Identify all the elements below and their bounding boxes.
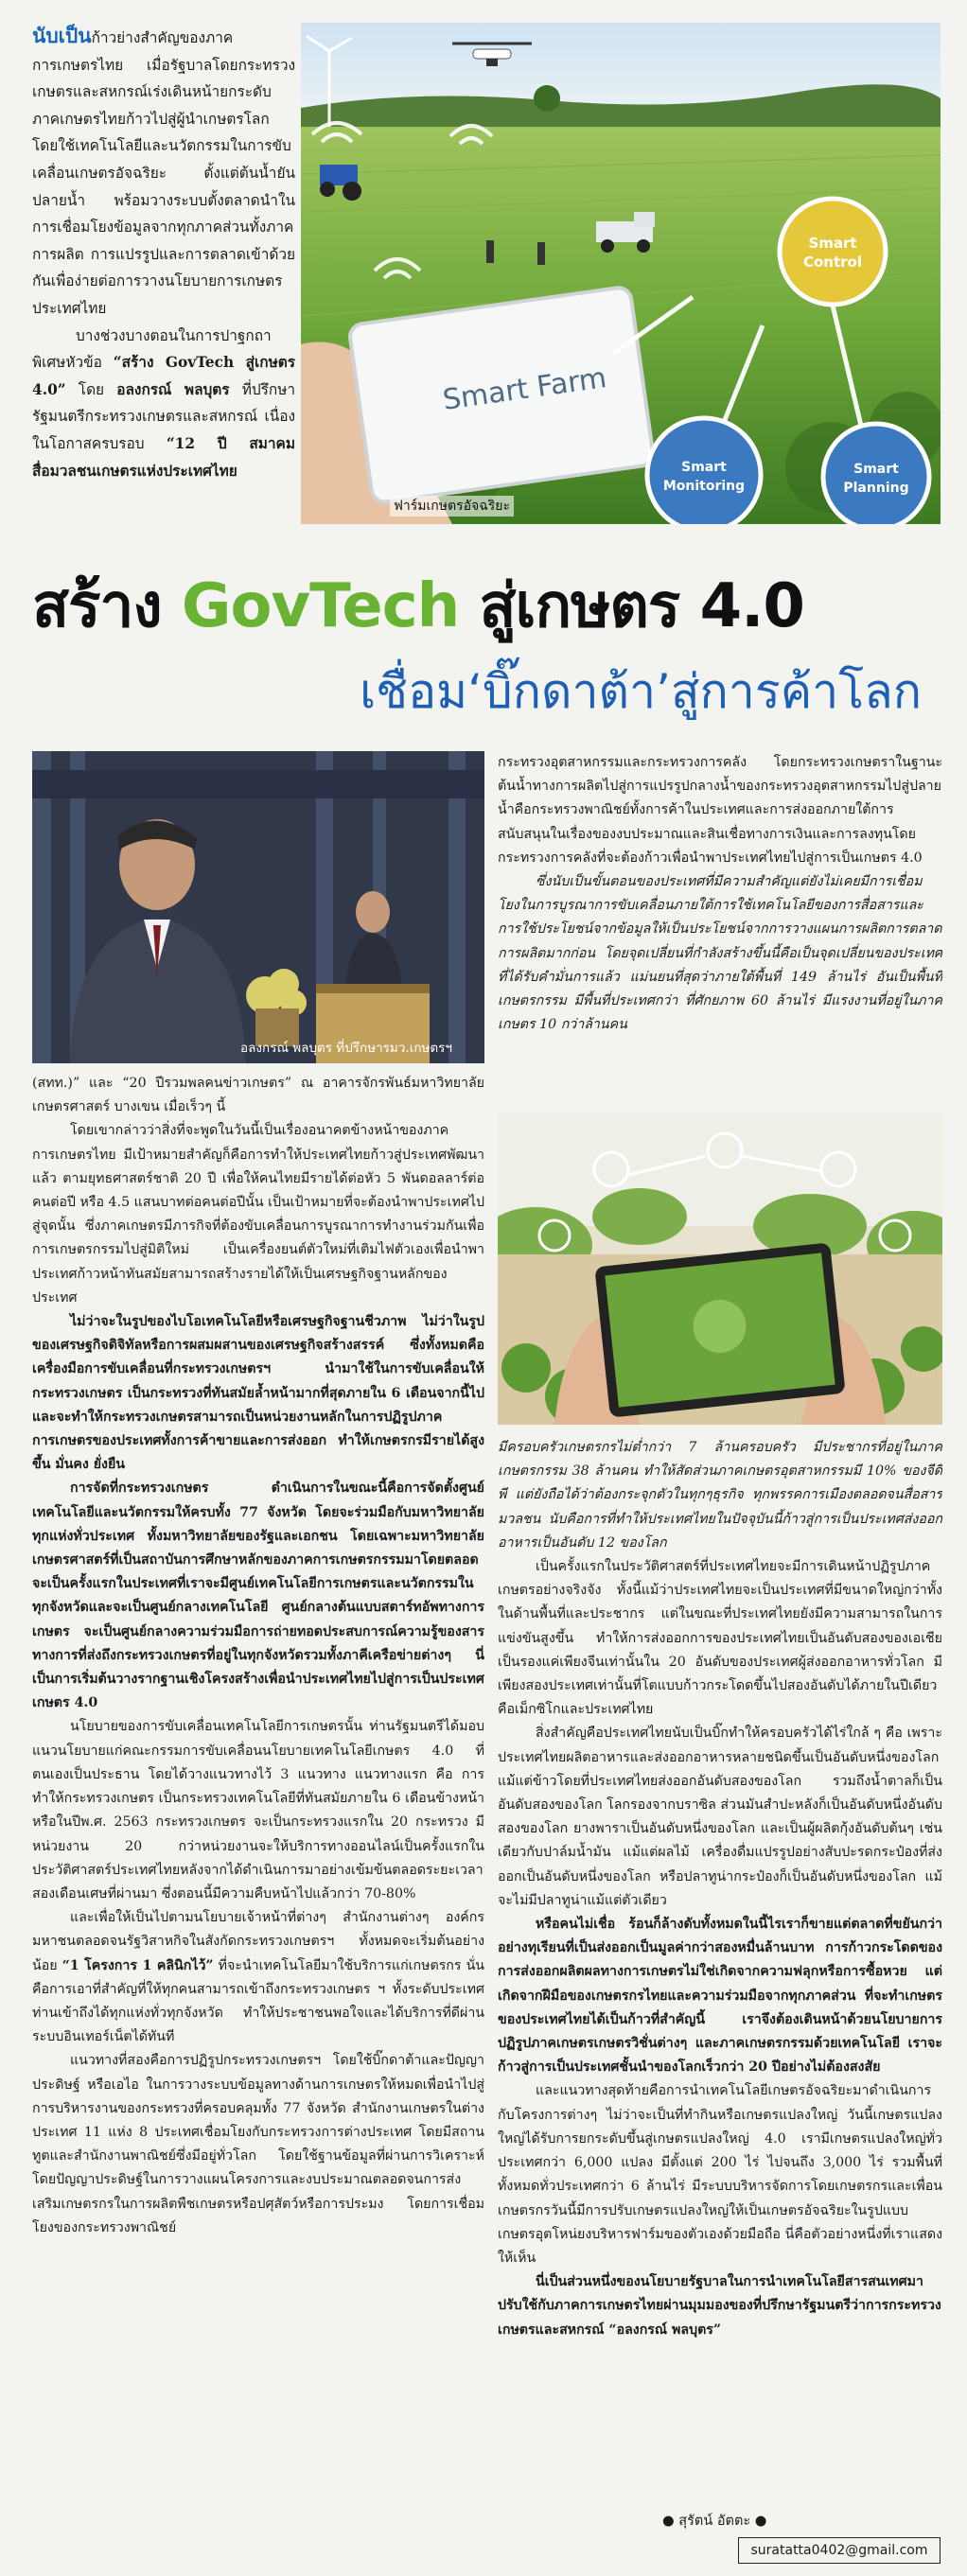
bold-text: การจัดที่กระทรวงเกษตร ดำเนินการในขณะนี้คือการจัดตั้งศูนย์เทคโนโลยีและนวัตกรรมให้ครบทั้ง 77 จังหวัด โดยจะร่วมมือกับมหาวิทยาลัยทุกแห่งทั่วประเทศ ทั้งมหาวิทยาลัยของรัฐและเอกชน โดยเฉพาะมหาวิทยาลัยเกษตรศาสตร์ที่เป็นสถาบันการศึกษาหลักของภาคการเกษตรกรรมมาโดยตลอด จะเป็นครั้งแรกในประเทศที่เราจะมีศูนย์เทคโนโลยีการเกษตรและนวัตกรรมในทุกจังหวัดและจะเป็นศูนย์กลางเทคโนโลยี ศูนย์กลางต้นแบบสตาร์ทอัพทางการเกษตร จะเป็นศูนย์กลางความร่วมมือการถ่ายทอดประสบการณ์ความรู้ของสารทางการที่ส่งถึงกระทรวงเกษตรที่อยู่ในทุกจังหวัดรวมทั้งภาคีเครือข่ายต่างๆ นี่เป็นการเริ่มต้นวางรากฐานเชิงโครงสร้างเพื่อนำประเทศไทยไปสู่การเป็นประเทศเกษตร 4.0 [32,1481,484,1711]
subheadline: เชื่อม‘บิ๊กดาต้า’สู่การค้าโลก [360,664,922,719]
paragraph: และแนวทางสุดท้ายคือการนำเทคโนโลยีเกษตรอัจฉริยะมาดำเนินการกับโครงการต่างๆ ไม่ว่าจะเป็นที่ทำกินหรือเกษตรแปลงใหญ่ วันนี้เกษตรแปลงใหญ่ได้รับการยกระดับขึ้นสู่เกษตรแปลงใหญ่ 4.0 เรามีเกษตรแปลงใหญ่ทั่วประเทศกว่า 6,000 แปลง มีตั้งแต่ 200 ไร่ ไปจนถึง 3,000 ไร่ รวมพื้นที่ทั้งหมดทั่วประเทศกว่า 6 ล้านไร่ มีระบบบริหารจัดการโดยเกษตรกรและเพื่อนเกษตรกรวันนี้มีการปรับเกษตรแปลงใหญ่ให้เป็นเกษตรอัจฉริยะในรูปแบบเกษตรอุตโหน่ยงบริหารฟาร์มของตัวเองด้วยมือถือ นี่คือตัวอย่างหนึ่งที่เราแสดงให้เห็น [498,2083,942,2266]
tablet-photo-illustration [498,1113,942,1425]
bold-text: ไม่ว่าจะในรูปของไบโอเทคโนโลยีหรือเศรษฐกิจฐานชีวภาพ ไม่ว่าในรูปของเศรษฐกิจดิจิทัลหรือการผสมผสานของเศรษฐกิจสร้างสรรค์ ซึ่งทั้งหมดคือเครื่องมือการขับเคลื่อนที่กระทรวงเกษตรฯ นำมาใช้ในการขับเคลื่อนให้กระทรวงเกษตร เป็นกระทรวงที่ทันสมัยล้ำหน้ามากที่สุดภายใน 6 เดือนจากนี้ไปและจะทำให้กระทรวงเกษตรสามารถเป็นหน่วยงานหลักในการปฏิรูปภาคการเกษตรของประเทศทั้งการค้าขายและการส่งออก ทำให้เกษตรกรมีรายได้สูงขึ้น มั่นคง ยั่งยืน [32,1314,484,1473]
headline [32,564,941,649]
speaker-name: อลงกรณ์ พลบุตร [116,380,230,398]
farm-image-caption: ฟาร์มเกษตรอัจฉริยะ [390,496,514,517]
intro-paragraph-1 [32,23,295,323]
paragraph: นโยบายของการขับเคลื่อนเทคโนโลยีการเกษตรนั้น ท่านรัฐมนตรีได้มอบแนวนโยบายแก่คณะกรรมการขับเคลื่อนนโยบายเทคโนโลยีเกษตร 4.0 ที่ตนเองเป็นประธาน โดยได้วางแนวทางไว้ 3 แนวทาง แนวทางแรก คือ การทำให้กระทรวงเกษตร เป็นกระทรวงเทคโนโลยีที่ทันสมัยภายใน 6 เดือนข้างหน้าหรือในปีพ.ศ. 2563 กระทรวงเกษตร จะเป็นกระทรวงแรกใน 20 กระทรวง มีหน่วยงาน 20 กว่าหน่วยงานจะให้บริการทางออนไลน์เป็นครั้งแรกในประวัติศาสตร์ประเทศไทยหลังจากได้ดำเนินการมาอย่างเข้มข้นตลอดระยะเวลาสองเดือนเศษที่ผ่านมา ซึ่งตอนนี้มีความคืบหน้าไปแล้วกว่า 70-80% [32,1719,484,1901]
svg-text:Monitoring: Monitoring [662,479,746,494]
bold-text: หรือคนไม่เชื่อ ร้อนก็ล้างดับทั้งหมดในนี้ไรเราก็ขายแต่ตลาดที่ขยันกว่า อย่างทุเรียนที่เป็นส่งออกเป็นมูลค่ากว่าสองหมื่นล้านบาท การก้าวกระโดดของการส่งออกผลิตผลทางการเกษตรไม่ใช่เกิดจากความฟลุกหรือการซื้อหวย แต่เกิดจากฝีมือของเกษตรกรไทยและความร่วมมือจากทุกภาคส่วน ที่จะทำเกษตรของประเทศไทยได้เป็นก้าวที่สำคัญนี้ เราจึงต้องเดินหน้าด้วยนโยบายการปฏิรูปภาคเกษตรเกษตรวิชั่นต่างๆ และภาคเกษตรกรรมด้วยเทคโนโลยี เราจะก้าวสู่การเป็นประเทศชั้นนำของโลกเร็วกว่า 20 ปีอย่างไม่ต้องสงสัย [498,1917,942,2076]
smart-farm-image [301,23,941,524]
bold-text: นี่เป็นส่วนหนึ่งของนโยบายรัฐบาลในการนำเทคโนโลยีสารสนเทศมาปรับใช้กับภาคการเกษตรไทยผ่านมุมมองของที่ปรึกษารัฐมนตรีว่าการกระทรวงเกษตรและสหกรณ์ “อลงกรณ์ พลบุตร” [498,2274,941,2338]
paragraph: กระทรวงอุตสาหกรรมและกระทรวงการคลัง โดยกระทรวงเกษตราในฐานะต้นน้ำทางการผลิตไปสู่การแปรรูปกลางน้ำของกระทรวงอุตสาหกรรมไปสู่ปลายน้ำคือกระทรวงพาณิชย์ทั้งการค้าในประเทศและการส่งออกภายใต้การสนับสนุนในเรื่องของงบประมาณและสินเชื่อทางการเงินและการลงทุนโดยกระทรวงการคลังที่จะต้องก้าวเพื่อนำพาประเทศไทยไปสู่การเป็นเกษตร 4.0 [498,755,942,866]
speaker-photo-caption: อลงกรณ์ พลบุตร ที่ปรึกษารมว.เกษตรฯ [240,1041,452,1056]
text: และเพื่อให้เป็นไปตามนโยบายเจ้าหน้าที่ต่างๆ สำนักงานต่างๆ องค์กรมหาชนตลอดจนรัฐวิสาหกิจในสังกัดกระทรวงเกษตรฯ ทั้งหมดจะเริ่มต้นอย่างน้อย [32,1910,484,1973]
speaker-photo [32,751,484,1063]
intro-body: ก้าวย่างสำคัญของภาคการเกษตรไทย เมื่อรัฐบาลโดยกระทรวงเกษตรและสหกรณ์เร่งเดินหน้ายกระดับภาคเกษตรไทยก้าวไปสู่ผู้นำเกษตรโลก โดยใช้เทคโนโลยีและนวัตกรรมในการขับเคลื่อนเกษตรอัจฉริยะ ตั้งแต่ต้นน้ำยันปลายน้ำ พร้อมวางระบบตั้งตลาดนำในการเชื่อมโยงข้อมูลจากทุกภาคส่วนทั้งภาคการผลิต การแปรรูปและการตลาดเข้าด้วยกันเพื่อง่ายต่อการวางนโยบายการเกษตรประเทศไทย [32,29,295,317]
paragraph [32,1906,484,2049]
paragraph-bold [32,1477,484,1715]
paragraph-italic [498,1436,942,1555]
intro-text-c: โดย [65,380,117,398]
intro-text-e: ที่ปรึกษารัฐมนตรีกระทรวงเกษตรและสหกรณ์ เนื่องในโอกาสครบรอบ [32,380,295,452]
author-email[interactable]: suratatta0402@gmail.com [738,2537,941,2564]
left-column [32,1072,484,2491]
headline-part-3: สู่เกษตร 4.0 [459,571,804,641]
speaker-photo-illustration [32,751,484,1063]
event-name: “12 ปี สมาคมสื่อมวลชนเกษตรแห่งประเทศไทย [32,434,295,480]
bold-text: “1 โครงการ 1 คลินิกไว้” [62,1957,214,1973]
svg-text:Control: Control [802,254,863,271]
paragraph: แนวทางที่สองคือการปฏิรูปกระทรวงเกษตรฯ โดยใช้บิ๊กดาต้าและปัญญาประดิษฐ์ หรือเอไอ ในการวางระบบข้อมูลทางด้านการเกษตรให้หมดเพื่อนำไปสู่การบริหารงานของกระทรวงที่ครอบคลุมทั้ง 77 จังหวัด สำนักงานเกษตรในต่างประเทศ 11 แห่ง 8 ประเทศเชื่อมโยงกับกระทรวงการต่างประเทศ โดยมีสถานทูตและสำนักงานพาณิชย์ซึ่งมีอยู่ทั่วโลก โดยใช้ฐานข้อมูลที่ผ่านการวิเคราะห์โดยปัญญาประดิษฐ์ในการวางแผนโครงการและงบประมาณตลอดจนการส่งเสริมเกษตรกรในการผลิตพืชเกษตรหรือปศุสัตว์หรือการประมง โดยการเชื่อมโยงของกระทรวงพาณิชย์ [32,2053,484,2235]
text: ที่จะนำเทคโนโลยีมาใช้บริการแก่เกษตรกร นั่นคือการเอาที่สำคัญที่ให้ทุกคนสามารถเข้าถึงกระทรวงเกษตร ฯ ทั้งระดับประเทศ ท่านเข้าถึงได้ทุกแห่งทั่วทุกจังหวัด ทำให้ประชาชนพอใจและได้บริการที่ดีผ่านระบบอินเทอร์เน็ตได้ทันที [32,1957,484,2045]
smart-monitoring-label: Smart [681,460,727,475]
tablet-farm-photo [498,1113,942,1425]
smart-planning-label: Smart [853,462,899,477]
intro-text-a: บางช่วงบางตอนในการปาฐกถาพิเศษหัวข้อ [32,326,272,372]
paragraph: (สทท.)” และ “20 ปีรวมพลคนข่าวเกษตร” ณ อาคารจักรพันธ์มหาวิทยาลัยเกษตรศาสตร์ บางเขน เมื่อเร็วๆ นี้ [32,1076,484,1115]
intro-paragraph-2 [32,323,295,485]
talk-title: “สร้าง GovTech สู่เกษตร 4.0” [32,354,295,398]
paragraph-italic [498,870,942,1037]
paragraph: เป็นครั้งแรกในประวัติศาสตร์ที่ประเทศไทยจะมีการเดินหน้าปฏิรูปภาคเกษตรอย่างจริงจัง ทั้งนี้แม้ว่าประเทศไทยจะเป็นประเทศที่มีขนาดใหญ่กว่าทั้งในด้านพื้นที่และประชากร แต่ในขณะที่ประเทศไทยยังมีความสามารถในการแข่งขันสูงขึ้น ทำให้การส่งออกการของประเทศไทยเป็นอันดับสองของเอเชีย เป็นรองแค่เพียงจีนเท่านั้นใน 20 อันดับของประเทศผู้ส่งออกอาหารทั่วโลก มีเพียงสองประเทศเท่านั้นที่โตแบบก้าวกระโดดขึ้นไปสองอันดับได้ภายในปีเดียวคือเม็กซิโกและประเทศไทย [498,1559,942,1718]
author-byline: ● สุรัตน์ อัตตะ ● [662,2514,767,2529]
paragraph-bold-lead [32,1310,484,1477]
smart-control-label: Smart [808,235,857,252]
smart-farm-illustration [301,23,941,524]
italic-text: ซึ่งนับเป็นขั้นตอนของประเทศที่มีความสำคัญแต่ยังไม่เคยมีการเชื่อมโยงในการบูรณาการขับเคลื่อนภายใต้การใช้เทคโนโลยีของการสื่อสารและการใช้ประโยชน์จากข้อมูลให้เป็นประโยชน์จากการวางแผนการผลิตการตลาด การผลิตมากก่อน โดยจุดเปลี่ยนที่กำลังสร้างขึ้นนี้คือเป็นจุดเปลี่ยนของประเทศที่ได้รับคำมั่นการแล้ว แม่นยนที่สุดว่าภายใต้พื้นที่ 149 ล้านไร่ อันเป็นพื้นที่เกษตรกรรม มีพื้นที่ประเทศกว่า ที่ศักยภาพ 60 ล้านไร่ มีแรงงานที่อยู่ในภาคเกษตร 10 กว่าล้านคน [498,874,942,1033]
right-column-bottom [498,1436,942,2543]
svg-text:Planning: Planning [843,481,909,496]
paragraph-bold [498,1913,942,2079]
right-column-top [498,751,942,1101]
headline-govtech: GovTech [181,571,460,641]
paragraph: โดยเขากล่าวว่าสิ่งที่จะพูดในวันนี้เป็นเรื่องอนาคตข้างหน้าของภาคการเกษตรไทย มีเป้าหมายสำคัญก็คือการทำให้ประเทศไทยก้าวสู่ประเทศพัฒนาแล้ว ตามยุทธศาสตร์ชาติ 20 ปี เพื่อให้คนไทยมีรายได้ต่อหัว 5 พันดอลลาร์ต่อคนต่อปี หรือ 4.5 แสนบาทต่อคนต่อปีนั้น เป็นเป้าหมายที่จะต้องนำพาประเทศไปสู่จุดนั้น ซึ่งภาคเกษตรมีภารกิจที่ต้องขับเคลื่อนการบูรณาการทำงานร่วมกันเพื่อการเกษตรกรรมไปสู่มิติใหม่ เป็นเครื่องยนต์ตัวใหม่ที่เติมไฟตัวเองเพื่อนำพาประเทศก้าวหน้าทันสมัยสามารถสร้างรายได้ให้เป็นเศรษฐกิจฐานหลักของประเทศ [32,1123,484,1306]
lead-word: นับเป็น [32,25,92,47]
tablet-label: Smart Farm [440,361,609,417]
paragraph-bold [498,2270,942,2342]
headline-part-1: สร้าง [32,571,182,641]
paragraph: สิ่งสำคัญคือประเทศไทยนับเป็นบิ๊กทำให้ครอบครัวได้ไร่ใกล้ ๆ คือ เพราะประเทศไทยผลิตอาหารและส่งออกอาหารหลายชนิดขึ้นเป็นอันดับหนึ่งของโลกแม้แต่ข้าวโดยที่ประเทศไทยส่งออกอันดับสองของโลก รวมถึงน้ำตาลก็เป็นอันดับสองของโลก โลกรองจากบราซิล ส่วนมันสำปะหลังก็เป็นอันดับหนึ่งอันดับสองของโลก ยางพาราเป็นอันดับหนึ่งของโลก และเป็นผู้ผลิตกุ้งอันดับต้นๆ เช่นเดียวกับปาล์มน้ำมัน แม้แต่ผลไม้ เครื่องดื่มแปรรูปอย่างสับปะรดกระป๋องที่ส่งออกเป็นอันดับหนึ่งของโลก หรือปลาทูน่ากระป๋องก็เป็นอันดับหนึ่งของโลก แม้จะไม่มีปลาทูน่าแม้แต่ตัวเดียว [498,1726,942,1908]
italic-text: มีครอบครัวเกษตรกรไม่ต่ำกว่า 7 ล้านครอบครัว มีประชากรที่อยู่ในภาคเกษตรกรรม 38 ล้านคน ทำให้สัดส่วนภาคเกษตรอุตสาหกรรมมี 10% ของจีดีพี แต่ยังถือได้ว่าต้องกระจุกตัวในทุกๆธุรกิจ ทุกพรรคการเมืองตลอดจนสื่อสารมวลชน นับคือการที่ทำให้ประเทศไทยในปัจจุบันนี้ก้าวสู่การเป็นประเทศส่งออกอาหารเป็นอันดับ 12 ของโลก [498,1440,942,1551]
intro-text [32,23,295,524]
